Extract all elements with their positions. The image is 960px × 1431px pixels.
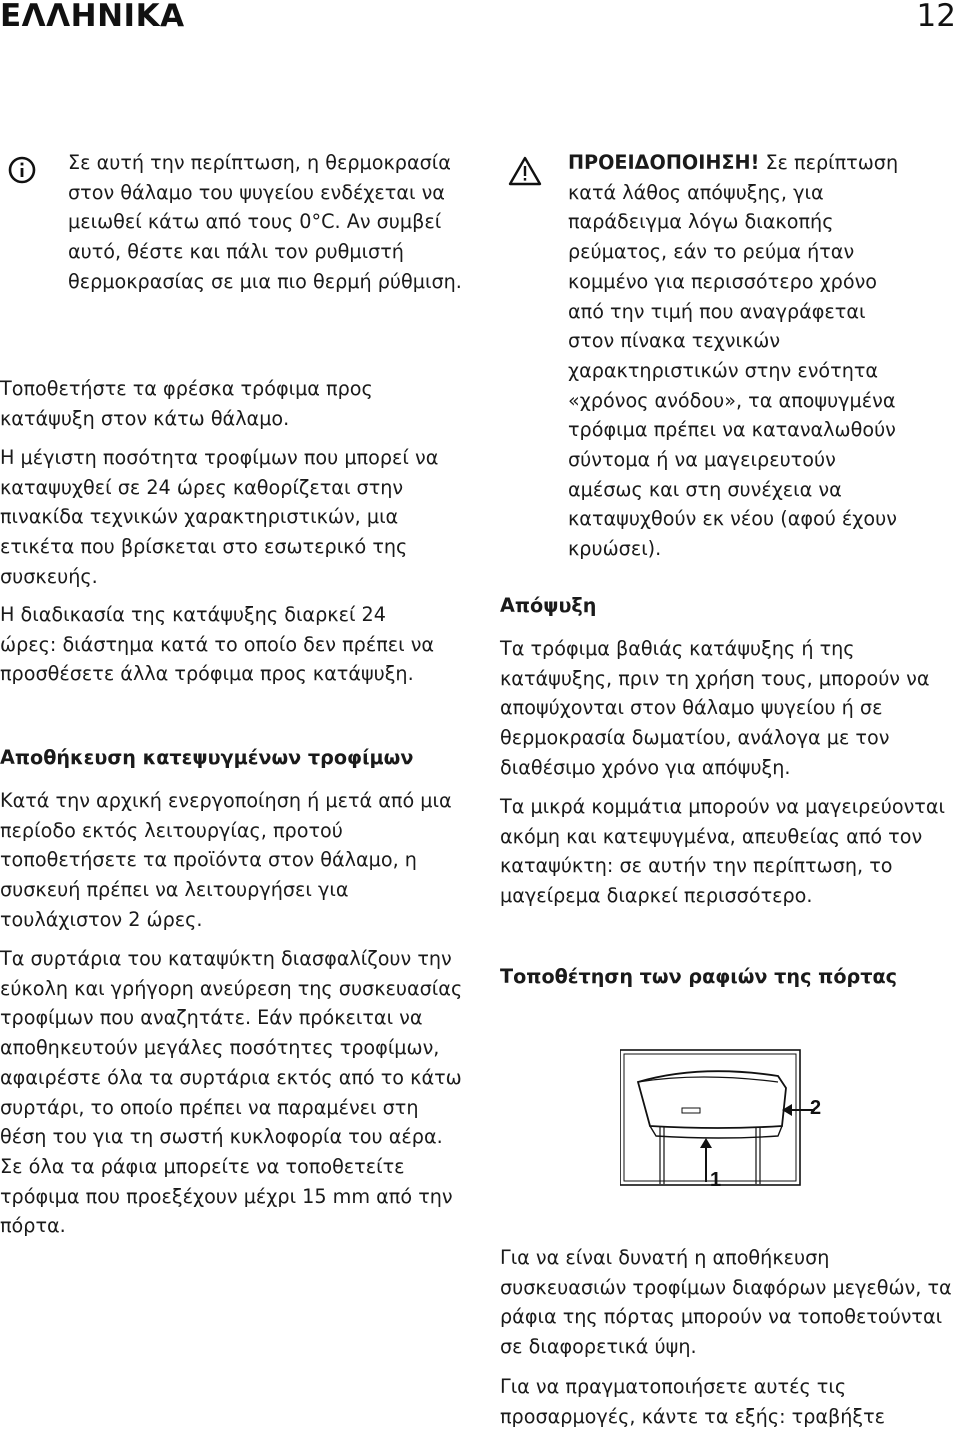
heading-defrost: Απόψυξη xyxy=(500,594,597,617)
paragraph-freezing-process: Η διαδικασία της κατάψυξης διαρκεί 24 ώρες: διάστημα κατά το οποίο δεν πρέπει να προσθέσετε άλλα τρόφιμα προς κατάψυξη. xyxy=(0,603,435,686)
diagram-label-1: 1 xyxy=(710,1169,722,1191)
warning-label: ΠΡΟΕΙΔΟΠΟΙΗΣΗ! xyxy=(568,151,760,174)
heading-frozen-storage: Αποθήκευση κατεψυγμένων τροφίμων xyxy=(0,746,414,769)
warning-body: Σε περίπτωση κατά λάθος απόψυξης, για παράδειγμα λόγω διακοπής ρεύματος, εάν το ρεύμα ήταν κομμένο για περισσότερο χρόνο από την τιμή που αναγράφεται στον πίνακα τεχνικών χαρακτηριστικών στην ενότητα «χρόνος ανόδου», τα αποψυγμένα τρόφιμα πρέπει να καταναλωθούν σύντομα ή να μαγειρευτούν αμέσως και στη συνέχεια να καταψυχθούν εκ νέου (αφού έχουν κρυώσει). xyxy=(568,151,899,561)
paragraph-fresh-food: Τοποθετήστε τα φρέσκα τρόφιμα προς κατάψυξη στον κάτω θάλαμο. xyxy=(0,377,373,430)
paragraph-door-shelf-heights: Για να είναι δυνατή η αποθήκευση συσκευασιών τροφίμων διαφόρων μεγεθών, τα ράφια της πόρτας μπορούν να τοποθετούνται σε διαφορετικά ύψη. xyxy=(500,1246,952,1359)
heading-door-shelves: Τοποθέτηση των ραφιών της πόρτας xyxy=(500,965,898,988)
paragraph-max-quantity: Η μέγιστη ποσότητα τροφίμων που μπορεί να καταψυχθεί σε 24 ώρες καθορίζεται στην πινακίδα τεχνικών χαρακτηριστικών, μια ετικέτα που βρίσκεται στο εσωτερικό της συσκευής. xyxy=(0,446,439,588)
paragraph-freezer-drawers: Τα συρτάρια του καταψύκτη διασφαλίζουν την εύκολη και γρήγορη ανεύρεση της συσκευασίας τροφίμων που αναζητάτε. Εάν πρόκειται να αποθηκευτούν μεγάλες ποσότητες τροφίμων, αφαιρέστε όλα τα συρτάρια εκτός από το κάτω συρτάρι, το οποίο πρέπει να παραμένει στη θέση του για τη σωστή κυκλοφορία του αέρα. Σε όλα τα ράφια μπορείτε να τοποθετείτε τρόφιμα που προεξέχουν μέχρι 15 mm από την πόρτα. xyxy=(0,947,463,1238)
info-icon xyxy=(8,156,36,184)
door-shelf-diagram xyxy=(620,1042,840,1202)
language-title: ΕΛΛΗΝΙΚΑ xyxy=(0,0,185,34)
diagram-label-2: 2 xyxy=(810,1097,822,1119)
paragraph-adjustment-steps: Για να πραγματοποιήσετε αυτές τις προσαρμογές, κάντε τα εξής: τραβήξτε xyxy=(500,1375,886,1428)
paragraph-initial-activation: Κατά την αρχική ενεργοποίηση ή μετά από μια περίοδο εκτός λειτουργίας, προτού τοποθετήσετε τα προϊόντα στον θάλαμο, η συσκευή πρέπει να λειτουργήσει για τουλάχιστον 2 ώρες. xyxy=(0,789,452,931)
paragraph-small-pieces: Τα μικρά κομμάτια μπορούν να μαγειρεύονται ακόμη και κατεψυγμένα, απευθείας από τον καταψύκτη: σε αυτήν την περίπτωση, το μαγείρεμα διαρκεί περισσότερο. xyxy=(500,795,945,908)
warning-icon xyxy=(508,156,542,186)
info-note-text: Σε αυτή την περίπτωση, η θερμοκρασία στον θάλαμο του ψυγείου ενδέχεται να μειωθεί κάτω από τους 0°C. Αν συμβεί αυτό, θέστε και πάλι τον ρυθμιστή θερμοκρασίας σε μια πιο θερμή ρύθμιση. xyxy=(68,151,462,293)
paragraph-defrost-options: Τα τρόφιμα βαθιάς κατάψυξης ή της κατάψυξης, πριν τη χρήση τους, μπορούν να αποψύχονται στον θάλαμο ψυγείου ή σε θερμοκρασία δωματίου, ανάλογα με τον διαθέσιμο χρόνο για απόψυξη. xyxy=(500,637,930,779)
page-number: 12 xyxy=(916,0,956,34)
warning-text xyxy=(568,148,908,564)
